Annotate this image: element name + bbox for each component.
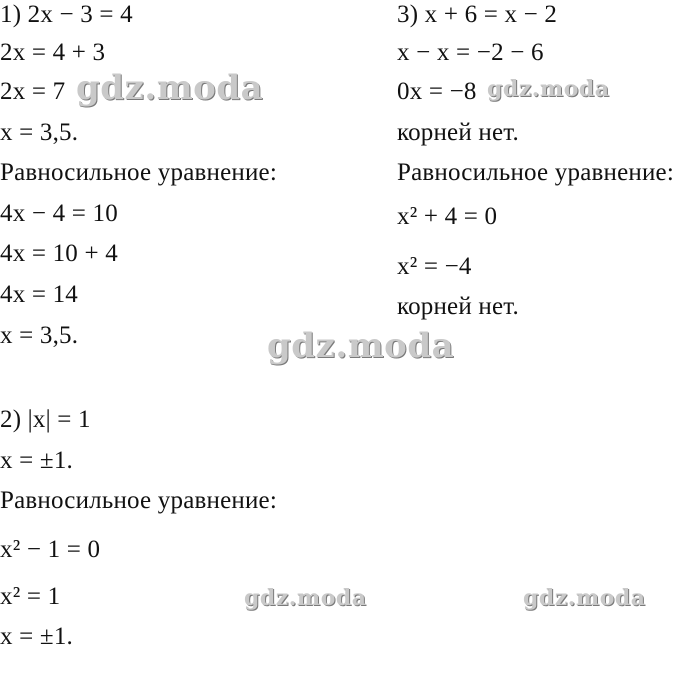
solution-line: x − x = −2 − 6 (397, 39, 544, 66)
watermark: gdz.moda (523, 585, 646, 611)
equivalent-equation-label: Равносильное уравнение: (0, 487, 277, 514)
solution-line: x² = 1 (0, 583, 61, 610)
solution-answer: корней нет. (397, 119, 519, 146)
solution-line: x² = −4 (397, 253, 472, 280)
watermark: gdz.moda (487, 76, 610, 102)
solution-answer: x = 3,5. (0, 119, 79, 146)
solution-line: 4x = 14 (0, 281, 78, 308)
solution-line: 4x = 10 + 4 (0, 240, 118, 267)
equivalent-equation-label: Равносильное уравнение: (397, 159, 674, 186)
problem-2-equation: 2) |x| = 1 (0, 406, 91, 433)
solution-line: 2x = 7 (0, 78, 66, 105)
equivalent-equation: 4x − 4 = 10 (0, 200, 118, 227)
equivalent-equation: x² + 4 = 0 (397, 203, 498, 230)
equivalent-equation: x² − 1 = 0 (0, 536, 101, 563)
solution-answer: x = 3,5. (0, 322, 79, 349)
problem-1-equation: 1) 2x − 3 = 4 (0, 1, 133, 28)
watermark: gdz.moda (76, 68, 264, 108)
watermark: gdz.moda (267, 326, 455, 366)
problem-3-equation: 3) x + 6 = x − 2 (397, 1, 558, 28)
equivalent-equation-label: Равносильное уравнение: (0, 159, 277, 186)
solution-answer: x = ±1. (0, 447, 73, 474)
solution-line: 2x = 4 + 3 (0, 39, 106, 66)
solution-answer: x = ±1. (0, 623, 73, 650)
solution-line: 0x = −8 (397, 78, 477, 105)
watermark: gdz.moda (244, 585, 367, 611)
solution-answer: корней нет. (397, 293, 519, 320)
